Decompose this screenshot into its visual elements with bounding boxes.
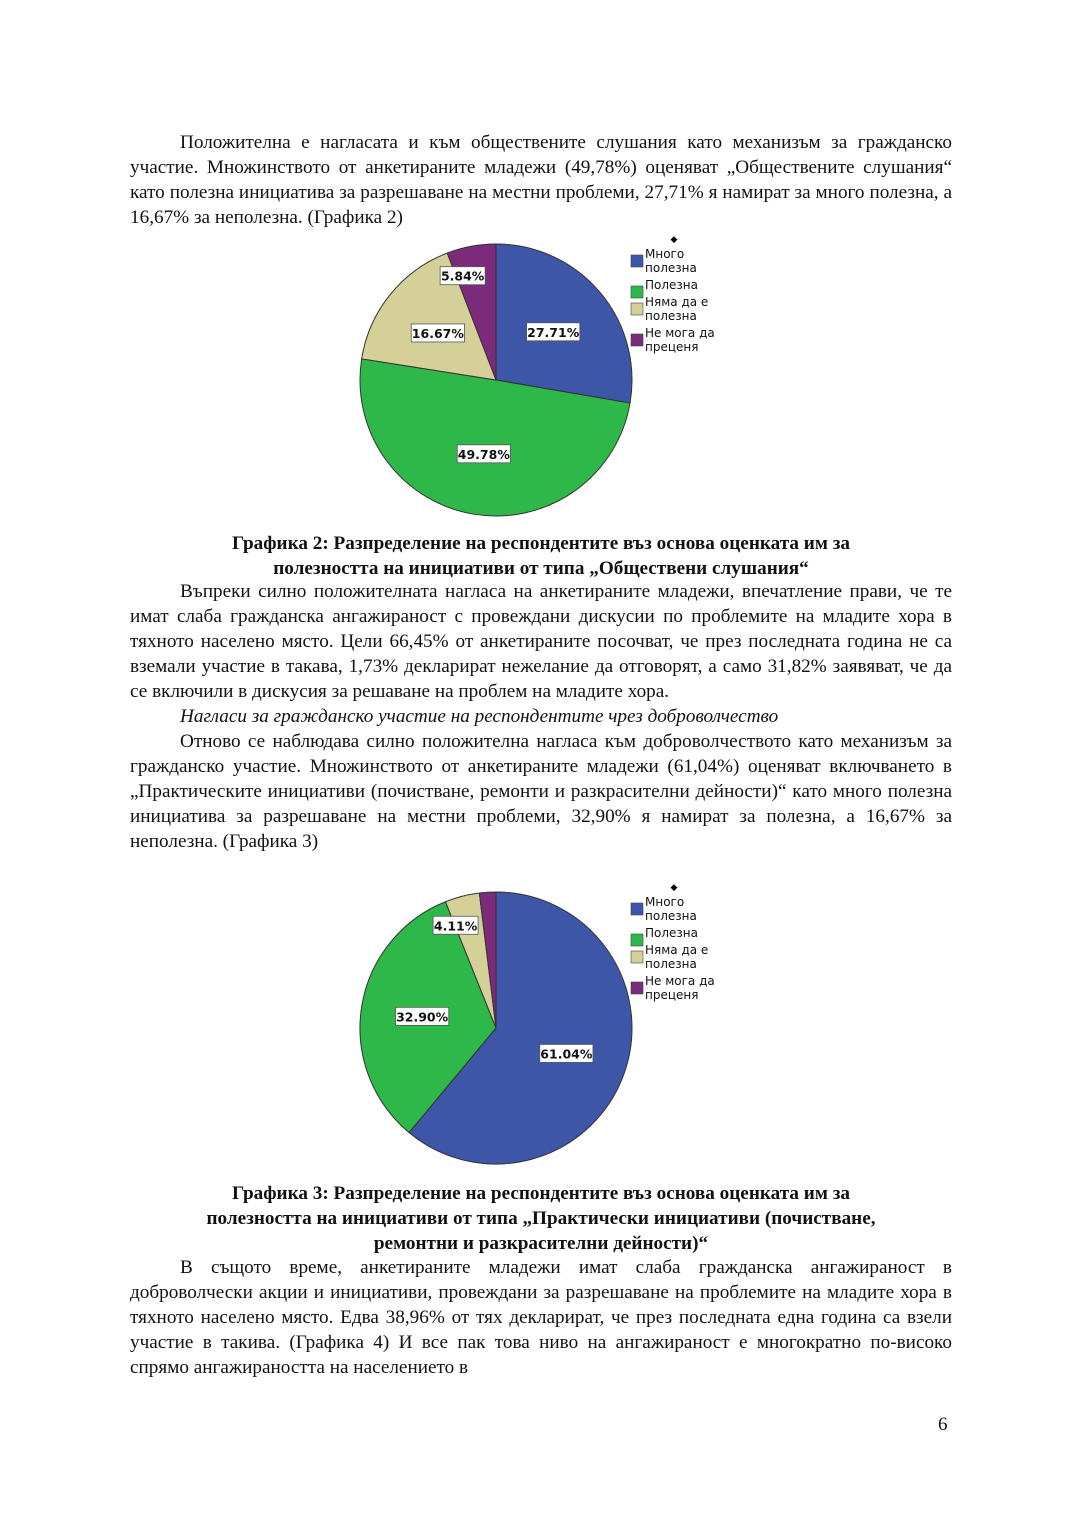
- legend-label: полезна: [645, 261, 697, 275]
- caption-line: Графика 3: Разпределение на респондентите въз основа оценката им за: [231, 1183, 851, 1204]
- legend-label: Не мога да: [645, 974, 715, 988]
- legend-label: Няма да е: [645, 943, 709, 957]
- caption-line: полезността на инициативи от типа „Практически инициативи (почистване,: [206, 1208, 876, 1229]
- caption-line: полезността на инициативи от типа „Обществени слушания“: [273, 558, 809, 579]
- paragraph-text: Въпреки силно положителната нагласа на анкетираните младежи, впечатление прави, че те имат слаба гражданска ангажираност с провеждани дискусии по проблемите на младите хора в тяхното населено място. Цели 66,45% от анкетираните посочват, че през последната година не са вземали участие в такава, 1,73% декларират нежелание да отговорят, а само 31,82% заявяват, че да се включили в дискусия за решаване на проблем на младите хора.: [130, 581, 952, 702]
- page-number: 6: [938, 1414, 948, 1435]
- caption-graph-3: [130, 1181, 952, 1256]
- legend-swatch: [631, 255, 643, 267]
- caption-line: ремонтни и разкрасителни дейности)“: [373, 1233, 709, 1254]
- legend-label: Полезна: [645, 278, 698, 292]
- legend-label: Много: [645, 895, 685, 909]
- data-label: 61.04%: [540, 1046, 593, 1062]
- legend-marker: ◆: [670, 882, 678, 892]
- legend-swatch: [631, 934, 643, 946]
- data-label: 32.90%: [396, 1009, 449, 1025]
- legend-label: Няма да е: [645, 295, 709, 309]
- paragraph-text: Отново се наблюдава силно положителна нагласа към доброволчеството като механизъм за гражданско участие. Множинството от анкетираните младежи (61,04%) оценяват включването в „Практическите инициативи (почистване, ремонти и разкрасителни дейности)“ като много полезна инициатива за разрешаване на местни проблеми, 32,90% я намират за полезна, а 16,67% за неполезна. (Графика 3): [130, 731, 952, 852]
- paragraph-4: [130, 1255, 952, 1380]
- pie-chart-public-hearings: [340, 228, 760, 528]
- data-label: 5.84%: [440, 268, 485, 284]
- legend-label: преценя: [645, 988, 699, 1002]
- legend-swatch: [631, 951, 643, 963]
- pie-chart-practical-initiatives: [340, 876, 760, 1176]
- legend-swatch: [631, 286, 643, 298]
- data-label: 16.67%: [411, 325, 464, 341]
- legend-swatch: [631, 303, 643, 315]
- paragraph-text: В същото време, анкетираните младежи имат слаба гражданска ангажираност в доброволчески акции и инициативи, провеждани за разрешаване на проблемите на младите хора в тяхното населено място. Едва 38,96% от тях декларират, че през последната една година са взели участие в такива. (Графика 4) И все пак това ниво на ангажираност е многократно по-високо спрямо ангажираността на населението в: [130, 1257, 952, 1378]
- paragraph-2: [130, 579, 952, 854]
- data-label: 4.11%: [433, 918, 478, 934]
- legend-marker: ◆: [670, 234, 678, 244]
- legend-label: Много: [645, 247, 685, 261]
- caption-line: Графика 2: Разпределение на респондентите въз основа оценката им за: [231, 533, 851, 554]
- paragraph-text: Положителна е нагласата и към обществените слушания като механизъм за гражданско участие. Множинството от анкетираните младежи (49,78%) оценяват „Обществените слушания“ като полезна инициатива за разрешаване на местни проблеми, 27,71% я намират за много полезна, а 16,67% за неполезна. (Графика 2): [130, 132, 952, 228]
- legend-label: Не мога да: [645, 326, 715, 340]
- data-label: 27.71%: [527, 324, 580, 340]
- subheading: Нагласи за гражданско участие на респондентите чрез доброволчество: [180, 706, 779, 727]
- paragraph-1: [130, 130, 952, 230]
- legend-label: Полезна: [645, 926, 698, 940]
- legend-swatch: [631, 903, 643, 915]
- caption-graph-2: [130, 531, 952, 581]
- legend-label: полезна: [645, 957, 697, 971]
- legend-swatch: [631, 982, 643, 994]
- legend-label: полезна: [645, 309, 697, 323]
- legend-label: преценя: [645, 340, 699, 354]
- legend-swatch: [631, 334, 643, 346]
- data-label: 49.78%: [457, 446, 510, 462]
- legend-label: полезна: [645, 909, 697, 923]
